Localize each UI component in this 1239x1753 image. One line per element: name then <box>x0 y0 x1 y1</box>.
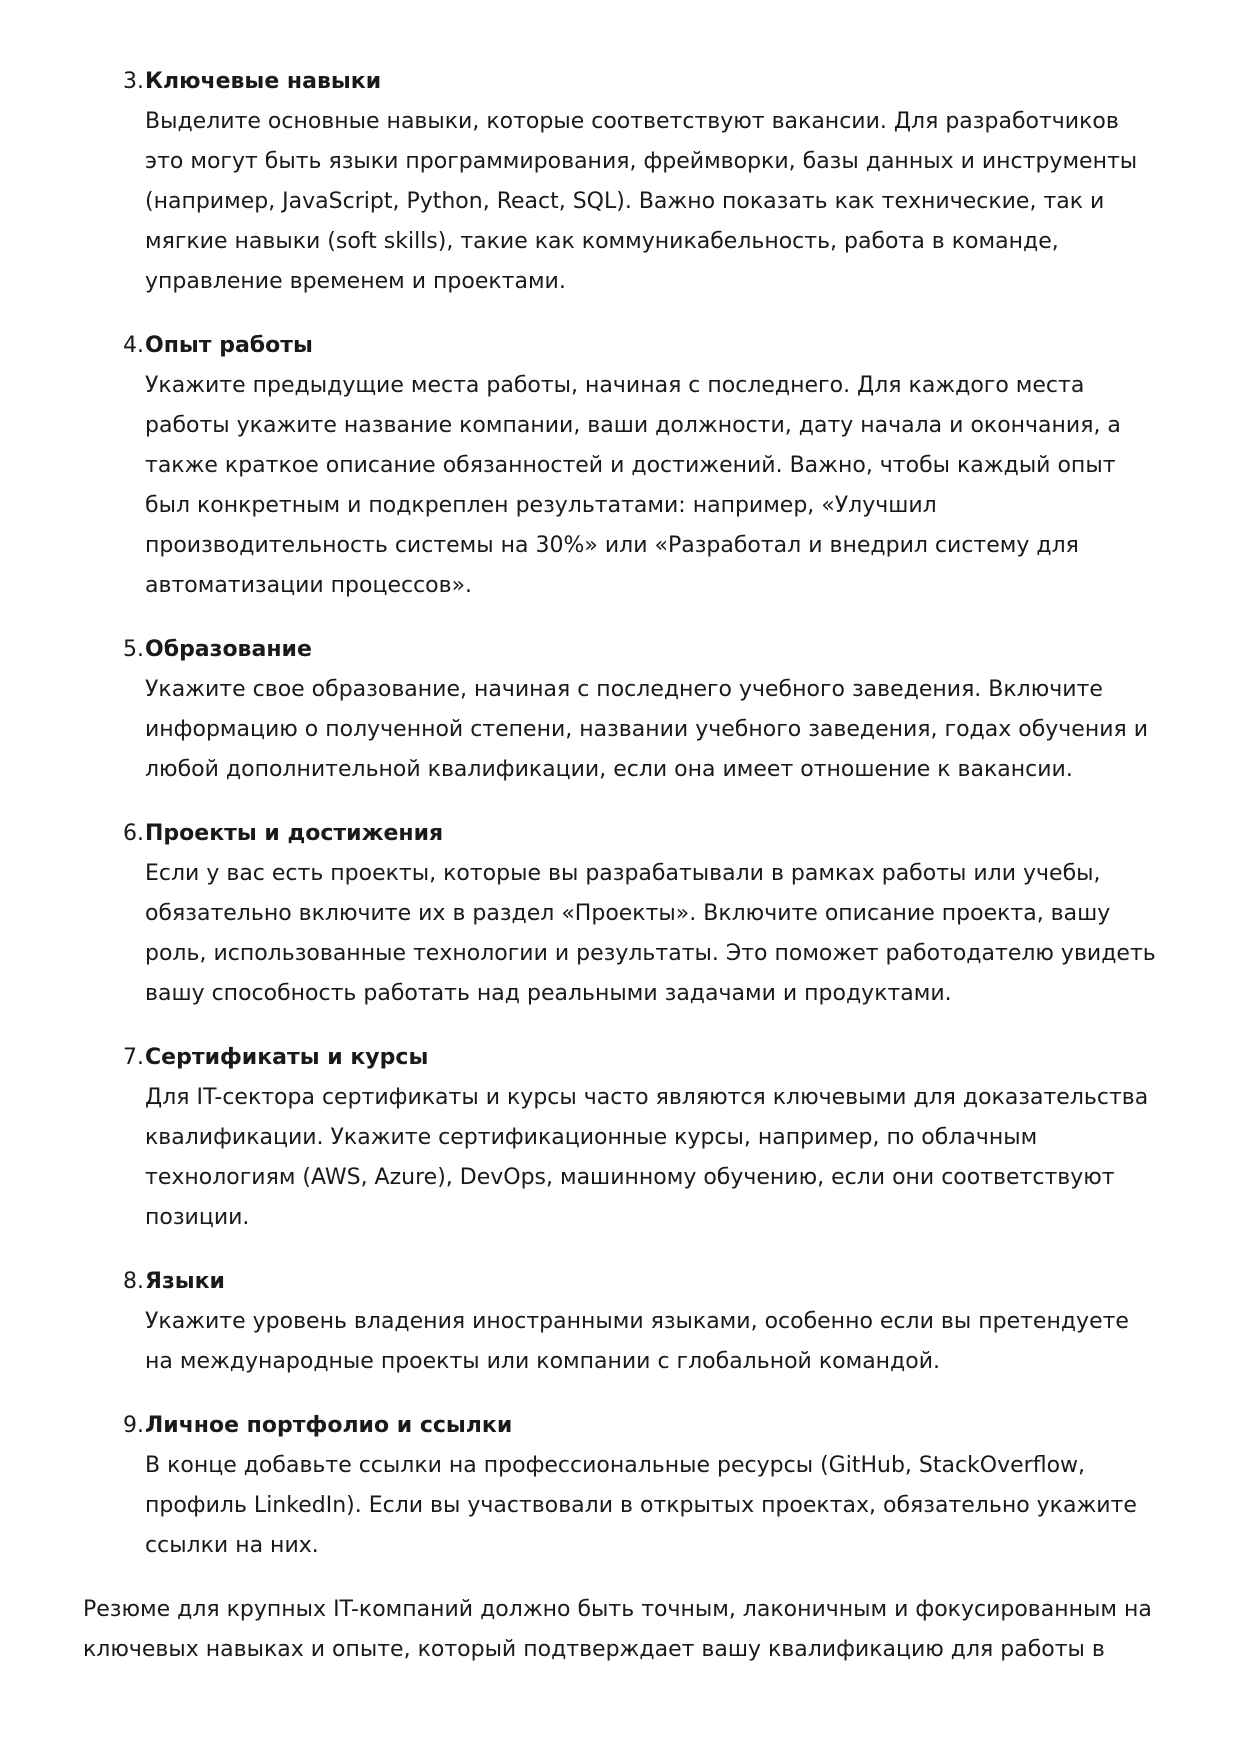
item-text: Выделите основные навыки, которые соответствуют вакансии. Для разработчиков это могут быть языки программирования, фреймворки, базы данных и инструменты (например, JavaScript, Python, React, SQL). Важно показать как технические, так и мягкие навыки (soft skills), такие как коммуникабельность, работа в команде, управление временем и проектами. <box>145 109 1138 294</box>
item-title: Личное портфолио и ссылки <box>145 1413 513 1438</box>
list-item-work-experience <box>0 326 1239 606</box>
item-text: Если у вас есть проекты, которые вы разрабатывали в рамках работы или учебы, обязательно включите их в раздел «Проекты». Включите описание проекта, вашу роль, использованные технологии и результаты. Это поможет работодателю увидеть вашу способность работать над реальными задачами и продуктами. <box>145 861 1156 1006</box>
item-text: Укажите уровень владения иностранными языками, особенно если вы претендуете на международные проекты или компании с глобальной командой. <box>145 1309 1129 1374</box>
item-title: Образование <box>145 637 312 662</box>
list-item-languages <box>0 1262 1239 1382</box>
resume-sections-list <box>0 62 1239 1566</box>
item-text: Укажите предыдущие места работы, начиная с последнего. Для каждого места работы укажите название компании, ваши должности, дату начала и окончания, а также краткое описание обязанностей и достижений. Важно, чтобы каждый опыт был конкретным и подкреплен результатами: например, «Улучшил производительность системы на 30%» или «Разработал и внедрил систему для автоматизации процессов». <box>145 373 1121 598</box>
item-number: 9. <box>123 1413 144 1438</box>
conclusion-paragraph: Резюме для крупных IT-компаний должно быть точным, лаконичным и фокусированным на ключевых навыках и опыте, который подтверждает вашу квалификацию для работы в <box>83 1597 1152 1662</box>
list-item-portfolio <box>0 1406 1239 1566</box>
item-text: Для IT-сектора сертификаты и курсы часто являются ключевыми для доказательства квалификации. Укажите сертификационные курсы, например, по облачным технологиям (AWS, Azure), DevOps, машинному обучению, если они соответствуют позиции. <box>145 1085 1149 1230</box>
item-number: 3. <box>123 69 144 94</box>
item-title: Ключевые навыки <box>145 69 382 94</box>
item-title: Сертификаты и курсы <box>145 1045 429 1070</box>
item-title: Проекты и достижения <box>145 821 444 846</box>
list-item-key-skills <box>0 62 1239 302</box>
list-item-certificates <box>0 1038 1239 1238</box>
item-number: 6. <box>123 821 144 846</box>
item-number: 4. <box>123 333 144 358</box>
item-number: 5. <box>123 637 144 662</box>
item-text: Укажите свое образование, начиная с последнего учебного заведения. Включите информацию о полученной степени, названии учебного заведения, годах обучения и любой дополнительной квалификации, если она имеет отношение к вакансии. <box>145 677 1149 782</box>
list-item-education <box>0 630 1239 790</box>
item-text: В конце добавьте ссылки на профессиональные ресурсы (GitHub, StackOverflow, профиль LinkedIn). Если вы участвовали в открытых проектах, обязательно укажите ссылки на них. <box>145 1453 1137 1558</box>
list-item-projects <box>0 814 1239 1014</box>
item-number: 7. <box>123 1045 144 1070</box>
item-title: Опыт работы <box>145 333 313 358</box>
item-number: 8. <box>123 1269 144 1294</box>
item-title: Языки <box>145 1269 225 1294</box>
